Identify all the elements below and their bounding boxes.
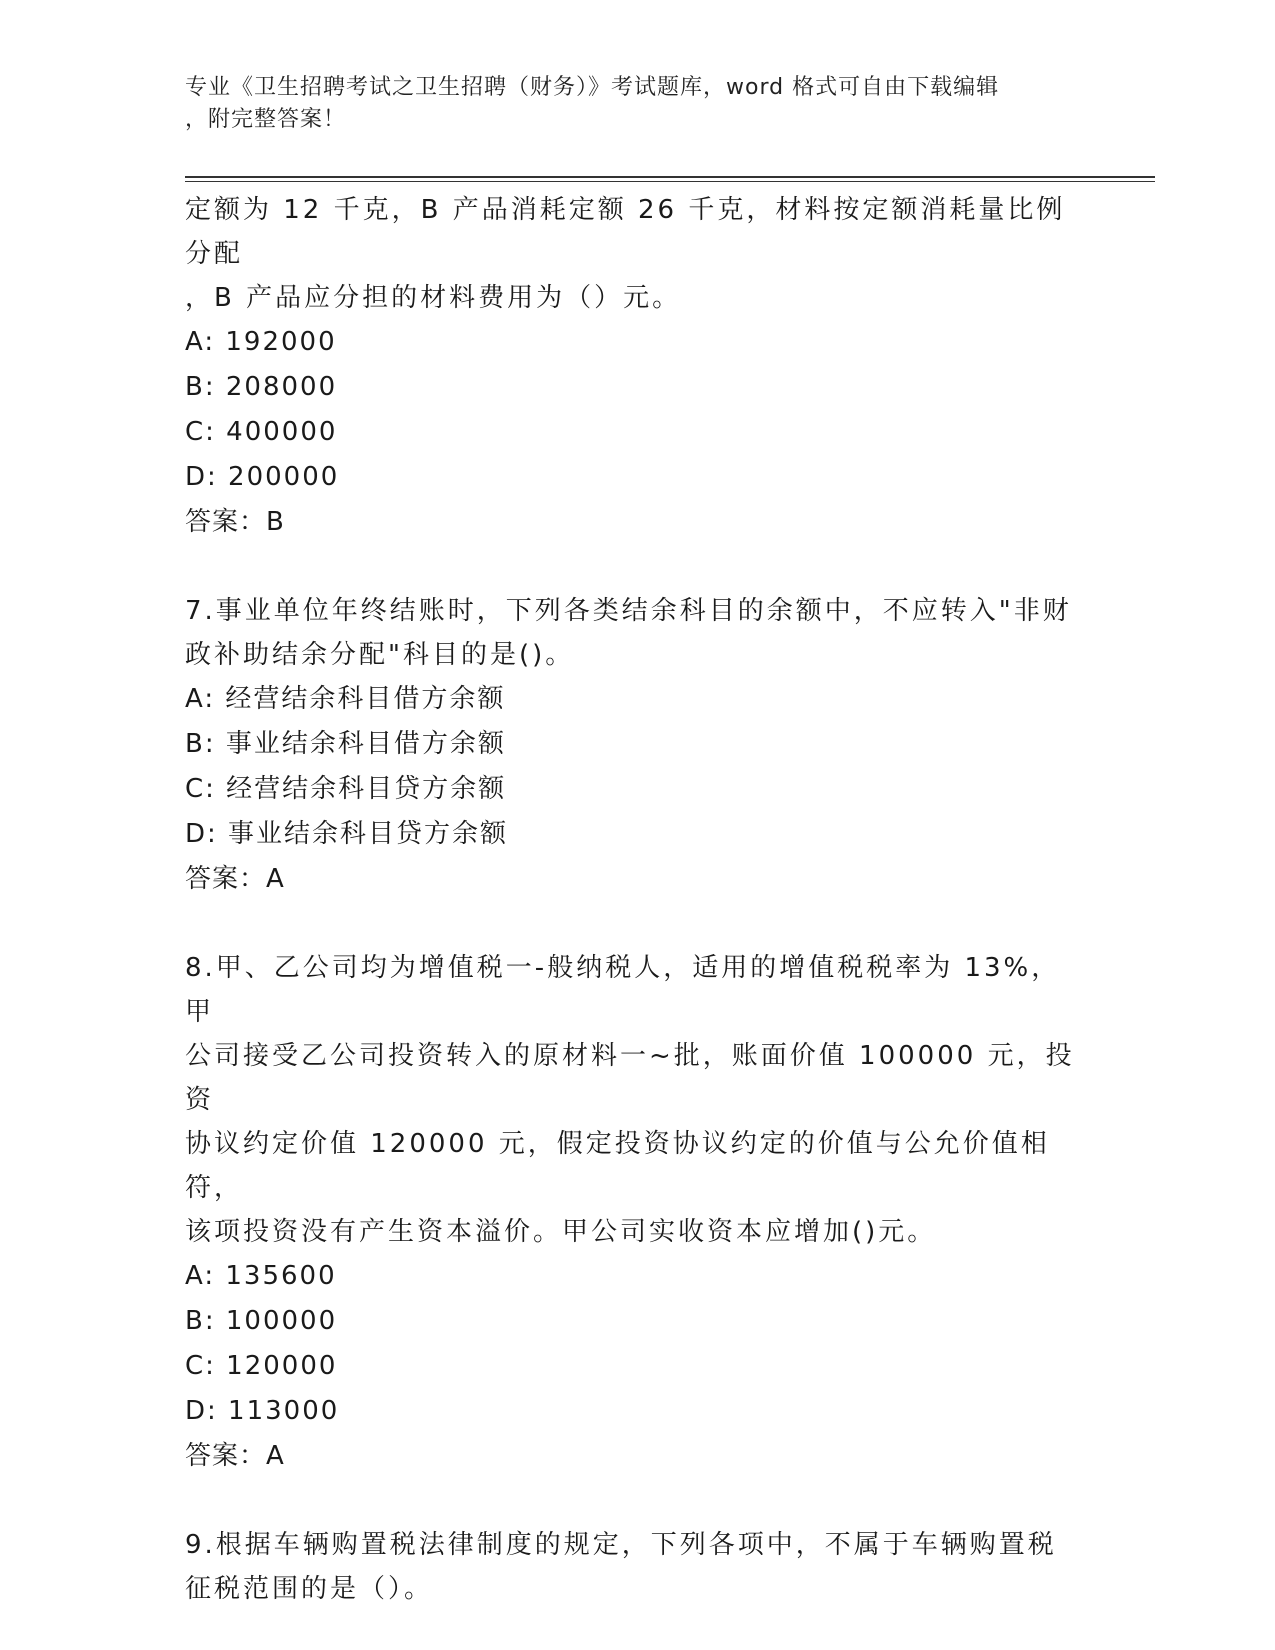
- question-7: [185, 589, 1085, 902]
- question-list: [185, 188, 1085, 1611]
- question-9: [185, 1523, 1085, 1611]
- option-c: C: 400000: [185, 417, 338, 447]
- header-line-1: 专业《卫生招聘考试之卫生招聘（财务）》考试题库，word 格式可自由下载编辑: [185, 75, 1000, 100]
- header-divider: [185, 176, 1155, 178]
- question-text-line: 8.甲、乙公司均为增值税一-般纳税人，适用的增值税税率为 13%，甲: [185, 953, 1061, 1027]
- header-divider-thin: [185, 181, 1155, 182]
- question-text-line: 公司接受乙公司投资转入的原材料一~批，账面价值 100000 元，投资: [185, 1041, 1075, 1115]
- spacer: [185, 545, 1085, 589]
- option-a: A: 192000: [185, 327, 337, 357]
- question-text-line: 该项投资没有产生资本溢价。甲公司实收资本应增加()元。: [185, 1217, 937, 1247]
- question-text-line: 政补助结余分配"科目的是()。: [185, 640, 575, 670]
- option-c: C: 120000: [185, 1351, 338, 1381]
- question-8: [185, 946, 1085, 1479]
- option-d: D: 113000: [185, 1396, 340, 1426]
- option-b: B: 208000: [185, 372, 338, 402]
- question-text-line: 征税范围的是（）。: [185, 1574, 434, 1604]
- answer: 答案：A: [185, 864, 285, 894]
- question-text-line: 7.事业单位年终结账时，下列各类结余科目的余额中，不应转入"非财: [185, 596, 1072, 626]
- option-a: A: 135600: [185, 1261, 337, 1291]
- option-b: B: 事业结余科目借方余额: [185, 729, 506, 759]
- question-text-line: 定额为 12 千克，B 产品消耗定额 26 千克，材料按定额消耗量比例分配: [185, 195, 1066, 269]
- question-text-line: ，B 产品应分担的材料费用为（）元。: [185, 283, 682, 313]
- spacer: [185, 1479, 1085, 1523]
- header-line-2: ，附完整答案！: [185, 107, 347, 132]
- spacer: [185, 902, 1085, 946]
- answer: 答案：A: [185, 1441, 285, 1471]
- option-a: A: 经营结余科目借方余额: [185, 684, 506, 714]
- question-text-line: 协议约定价值 120000 元，假定投资协议约定的价值与公允价值相符，: [185, 1129, 1050, 1203]
- question-6: [185, 188, 1085, 545]
- document-header: [185, 72, 1065, 136]
- option-d: D: 200000: [185, 462, 340, 492]
- answer: 答案：B: [185, 507, 285, 537]
- option-d: D: 事业结余科目贷方余额: [185, 819, 509, 849]
- option-c: C: 经营结余科目贷方余额: [185, 774, 507, 804]
- option-b: B: 100000: [185, 1306, 338, 1336]
- question-text-line: 9.根据车辆购置税法律制度的规定，下列各项中，不属于车辆购置税: [185, 1530, 1057, 1560]
